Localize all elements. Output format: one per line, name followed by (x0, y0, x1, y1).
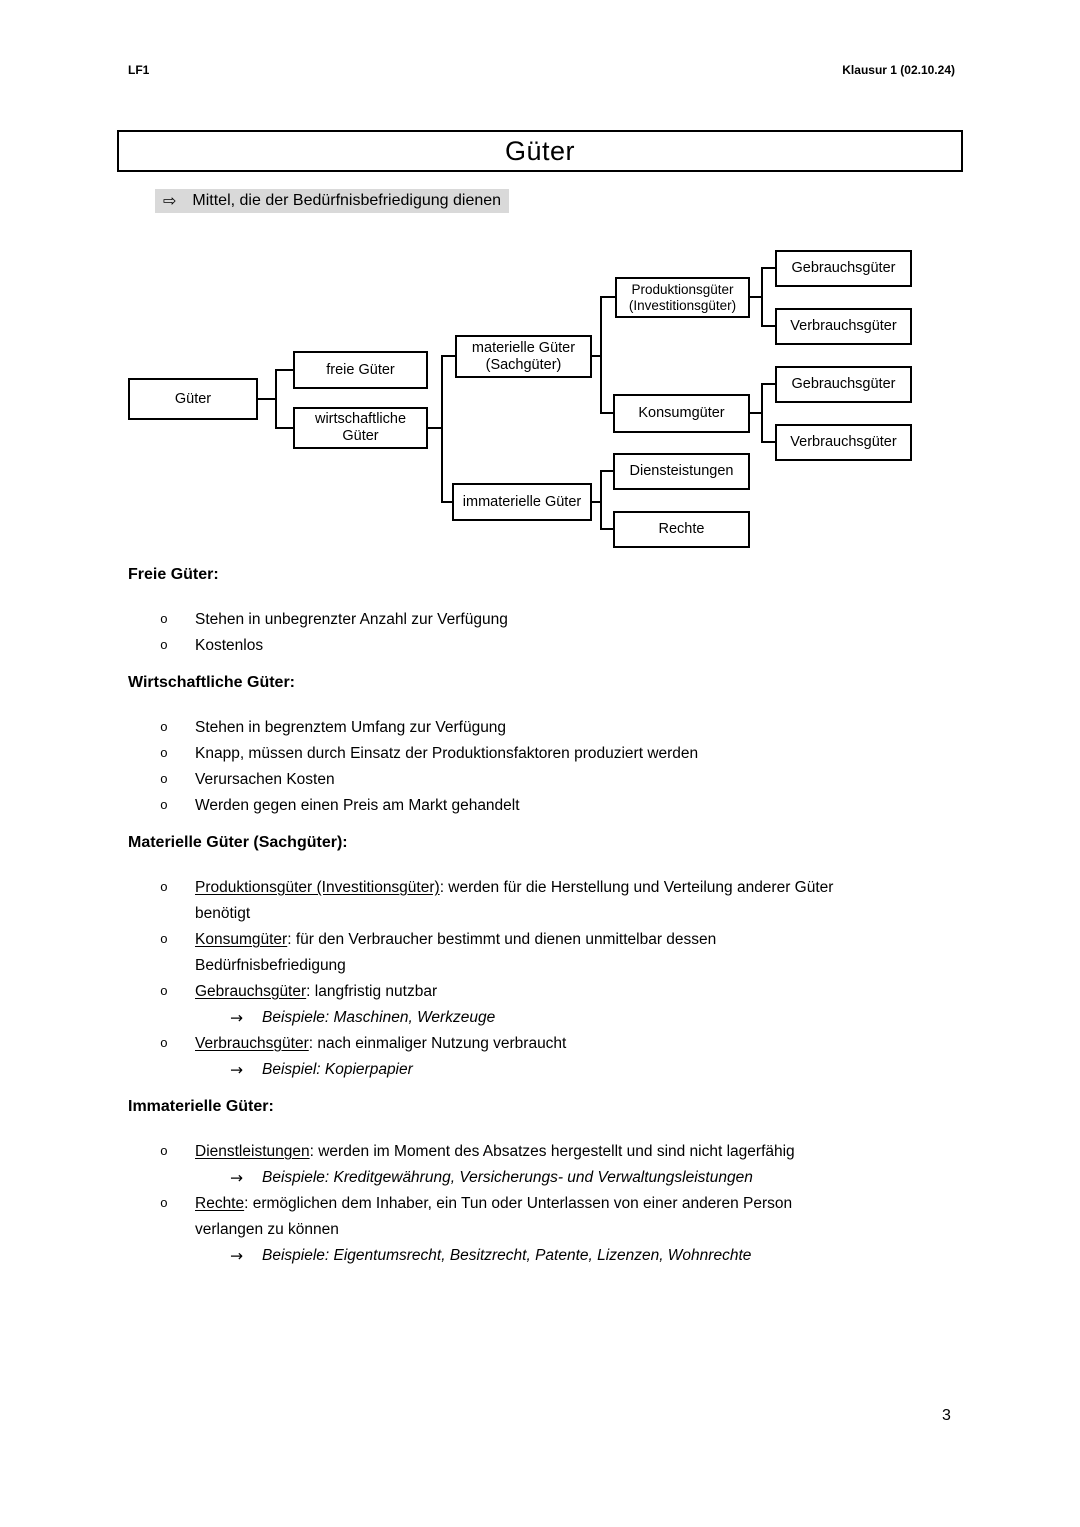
underlined-term: Verbrauchsgüter (195, 1035, 309, 1052)
diagram-node-verbrauchsgueter-1: Verbrauchsgüter (775, 308, 912, 345)
diagram-connector (600, 412, 613, 414)
diagram-connector (600, 296, 615, 298)
section-heading: Immaterielle Güter: (128, 1098, 274, 1115)
list-item-text (195, 875, 858, 927)
underlined-term: Produktionsgüter (Investitionsgüter) (195, 879, 440, 896)
list-item (160, 875, 858, 927)
diagram-connector (275, 369, 293, 371)
diagram-connector (441, 501, 452, 503)
section-freie-gueter (128, 565, 858, 659)
list-item-text (195, 1139, 858, 1165)
bullet-marker: o (160, 746, 168, 761)
diagram-node-konsumgueter: Konsumgüter (613, 394, 750, 433)
diagram-node-freie-gueter: freie Güter (293, 351, 428, 389)
list-item (160, 979, 858, 1005)
example-line (230, 1057, 858, 1083)
section-materielle-gueter (128, 833, 858, 1083)
list-item (160, 633, 858, 659)
bullet-marker: o (160, 1144, 168, 1159)
list-item-text: Stehen in unbegrenzter Anzahl zur Verfügung (195, 611, 508, 628)
term-description: : ermöglichen dem Inhaber, ein Tun oder Unterlassen von einer anderen Person verlangen zu können (195, 1195, 793, 1238)
diagram-connector (761, 441, 775, 443)
term-description: : werden im Moment des Absatzes hergestellt und sind nicht lagerfähig (309, 1143, 795, 1160)
right-arrow-icon: → (230, 1061, 243, 1079)
header-exam-label: Klausur 1 (02.10.24) (842, 63, 955, 77)
list-item (160, 927, 858, 979)
definition-text: Mittel, die der Bedürfnisbefriedigung dienen (192, 191, 502, 209)
example-line (230, 1005, 858, 1031)
list-item-text (195, 1191, 858, 1243)
section-heading: Materielle Güter (Sachgüter): (128, 834, 348, 851)
page-title (117, 130, 963, 172)
list-item (160, 793, 858, 819)
underlined-term: Rechte (195, 1195, 245, 1212)
list-item-text: Stehen in begrenztem Umfang zur Verfügung (195, 719, 507, 736)
list-item-text: Knapp, müssen durch Einsatz der Produktionsfaktoren produziert werden (195, 745, 699, 762)
list-item-text: Werden gegen einen Preis am Markt gehandelt (195, 797, 520, 814)
diagram-connector (600, 296, 602, 414)
body-text (128, 565, 858, 1283)
example-text: Beispiele: Kreditgewährung, Versicherungs- und Verwaltungsleistungen (262, 1169, 753, 1186)
example-text: Beispiele: Eigentumsrecht, Besitzrecht, Patente, Lizenzen, Wohnrechte (262, 1247, 752, 1264)
right-arrow-icon: → (230, 1169, 243, 1187)
bullet-marker: o (160, 798, 168, 813)
diagram-node-gebrauchsgueter-2: Gebrauchsgüter (775, 366, 912, 403)
example-line (230, 1165, 858, 1191)
diagram-node-rechte: Rechte (613, 511, 750, 548)
list-item-text (195, 927, 858, 979)
diagram-connector (761, 383, 775, 385)
example-text: Beispiel: Kopierpapier (262, 1061, 413, 1078)
right-arrow-icon: → (230, 1009, 243, 1027)
section-heading: Wirtschaftliche Güter: (128, 674, 295, 691)
diagram-node-dienstleistungen: Diensteistungen (613, 453, 750, 490)
diagram-connector (600, 470, 602, 530)
page-number: 3 (942, 1407, 951, 1424)
bullet-marker: o (160, 1036, 168, 1051)
underlined-term: Dienstleistungen (195, 1143, 310, 1160)
list-item-text (195, 979, 858, 1005)
diagram-node-materielle-gueter: materielle Güter (Sachgüter) (455, 335, 592, 378)
diagram-node-immaterielle-gueter: immaterielle Güter (452, 483, 592, 521)
section-immaterielle-gueter (128, 1097, 858, 1269)
list-item (160, 607, 858, 633)
diagram-connector (761, 325, 775, 327)
underlined-term: Konsumgüter (195, 931, 288, 948)
list-item (160, 1031, 858, 1057)
section-wirtschaftliche-gueter (128, 673, 858, 819)
diagram-connector (441, 355, 443, 503)
list-item (160, 767, 858, 793)
section-heading: Freie Güter: (128, 566, 219, 583)
diagram-connector (600, 470, 613, 472)
diagram-connector (441, 355, 455, 357)
page-title-text: Güter (504, 135, 576, 166)
bullet-marker: o (160, 984, 168, 999)
diagram-connector (761, 267, 763, 327)
bullet-marker: o (160, 880, 168, 895)
list-item-text: Kostenlos (195, 637, 264, 654)
example-line (230, 1243, 858, 1269)
term-description: : nach einmaliger Nutzung verbraucht (308, 1035, 567, 1052)
right-arrow-icon: → (230, 1247, 243, 1265)
term-description: : für den Verbraucher bestimmt und dienen unmittelbar dessen Bedürfnisbefriedigung (195, 931, 717, 974)
bullet-marker: o (160, 720, 168, 735)
diagram-connector (600, 528, 613, 530)
diagram-connector (761, 383, 763, 443)
diagram-node-verbrauchsgueter-2: Verbrauchsgüter (775, 424, 912, 461)
term-description: : werden für die Herstellung und Verteilung anderer Güter benötigt (195, 879, 834, 922)
term-description: : langfristig nutzbar (306, 983, 438, 1000)
bullet-marker: o (160, 1196, 168, 1211)
list-item (160, 1139, 858, 1165)
underlined-term: Gebrauchsgüter (195, 983, 307, 1000)
list-item (160, 741, 858, 767)
goods-classification-diagram (0, 245, 1080, 565)
bullet-marker: o (160, 772, 168, 787)
example-text: Beispiele: Maschinen, Werkzeuge (262, 1009, 496, 1026)
diagram-node-wirtschaftliche-gueter: wirtschaftliche Güter (293, 407, 428, 449)
definition-line (155, 189, 509, 213)
bullet-marker: o (160, 612, 168, 627)
list-item (160, 1191, 858, 1243)
diagram-connector (275, 369, 277, 429)
bullet-marker: o (160, 932, 168, 947)
list-item-text: Verursachen Kosten (195, 771, 335, 788)
list-item-text (195, 1031, 858, 1057)
list-item (160, 715, 858, 741)
diagram-node-gebrauchsgueter-1: Gebrauchsgüter (775, 250, 912, 287)
header-course-code: LF1 (128, 63, 150, 77)
bullet-marker: o (160, 638, 168, 653)
diagram-node-produktionsgueter: Produktionsgüter (Investitionsgüter) (615, 277, 750, 318)
rightwards-white-arrow-icon: ⇨ (163, 191, 177, 210)
diagram-connector (275, 427, 293, 429)
diagram-node-gueter: Güter (128, 378, 258, 420)
diagram-connector (761, 267, 775, 269)
